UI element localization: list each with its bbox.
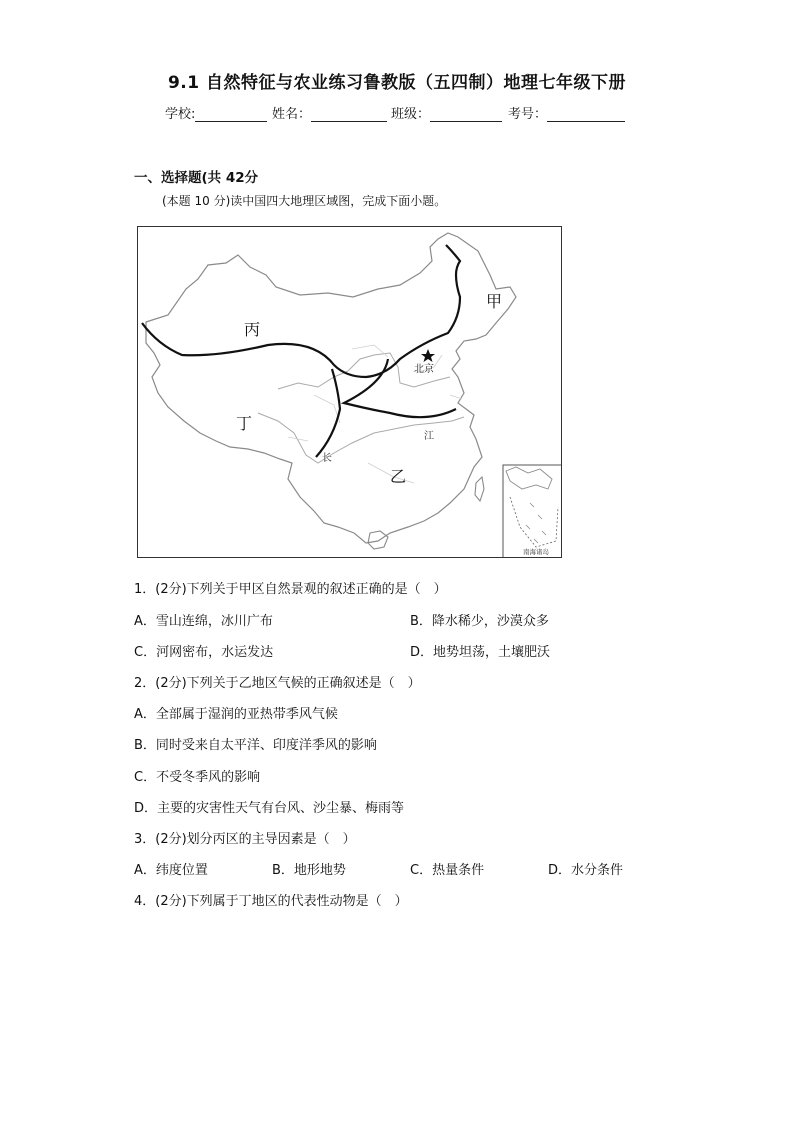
section-intro: (本题 10 分)读中国四大地理区域图，完成下面小题。 [162, 194, 447, 208]
inset-label: 南海诸岛 [523, 548, 549, 556]
taiwan-island [475, 477, 484, 501]
boundary-north-south [344, 359, 456, 417]
question-1-option-c[interactable]: C．河网密布，水运发达 [134, 645, 274, 660]
class-blank [430, 107, 502, 122]
question-1-option-b[interactable]: B．降水稀少，沙漠众多 [410, 614, 549, 629]
province-lines [288, 345, 462, 483]
name-blank [311, 107, 387, 122]
question-1-stem: 1．(2分)下列关于甲区自然景观的叙述正确的是（ ） [134, 582, 447, 597]
question-2-option-b[interactable]: B．同时受来自太平洋、印度洋季风的影响 [134, 738, 377, 753]
school-label: 学校: [165, 107, 196, 122]
region-label-ding: 丁 [236, 414, 253, 433]
question-3-stem: 3．(2分)划分丙区的主导因素是（ ） [134, 832, 356, 847]
question-2-option-a[interactable]: A．全部属于湿润的亚热带季风气候 [134, 707, 338, 722]
map-drawing [138, 227, 562, 558]
question-3-option-a[interactable]: A．纬度位置 [134, 863, 208, 878]
river-label-jiang: 江 [424, 431, 434, 442]
beijing-label: 北京 [414, 364, 434, 375]
number-blank [547, 107, 625, 122]
class-label: 班级： [391, 107, 431, 122]
number-label: 考号： [508, 107, 548, 122]
region-label-bing: 丙 [244, 320, 261, 339]
section-heading: 一、选择题(共 42分 [134, 170, 259, 186]
question-2-option-c[interactable]: C．不受冬季风的影响 [134, 770, 261, 785]
china-regions-map [137, 226, 562, 558]
school-blank [195, 107, 267, 122]
name-field [272, 103, 387, 122]
number-field [508, 103, 625, 122]
class-field [391, 103, 502, 122]
question-3-option-d[interactable]: D．水分条件 [548, 863, 624, 878]
hainan-island [368, 531, 388, 549]
question-2-stem: 2．(2分)下列关于乙地区气候的正确叙述是（ ） [134, 676, 421, 691]
question-2-option-d[interactable]: D．主要的灾害性天气有台风、沙尘暴、梅雨等 [134, 801, 405, 816]
question-4-stem: 4．(2分)下列属于丁地区的代表性动物是（ ） [134, 894, 408, 909]
question-3-option-c[interactable]: C．热量条件 [410, 863, 485, 878]
inset-box [503, 465, 562, 558]
region-label-yi: 乙 [390, 467, 407, 486]
river-label-chang: 长 [322, 453, 332, 464]
question-1-option-a[interactable]: A．雪山连绵，冰川广布 [134, 614, 273, 629]
beijing-star-icon [421, 349, 435, 362]
question-3-option-b[interactable]: B．地形地势 [272, 863, 346, 878]
china-outline [146, 233, 516, 543]
name-label: 姓名： [272, 107, 312, 122]
region-label-jia: 甲 [486, 292, 503, 311]
question-1-option-d[interactable]: D．地势坦荡，土壤肥沃 [410, 645, 551, 660]
boundary-north-northwest [142, 245, 460, 377]
school-field [165, 103, 267, 122]
document-title: 9.1 自然特征与农业练习鲁教版（五四制）地理七年级下册 [167, 73, 627, 93]
